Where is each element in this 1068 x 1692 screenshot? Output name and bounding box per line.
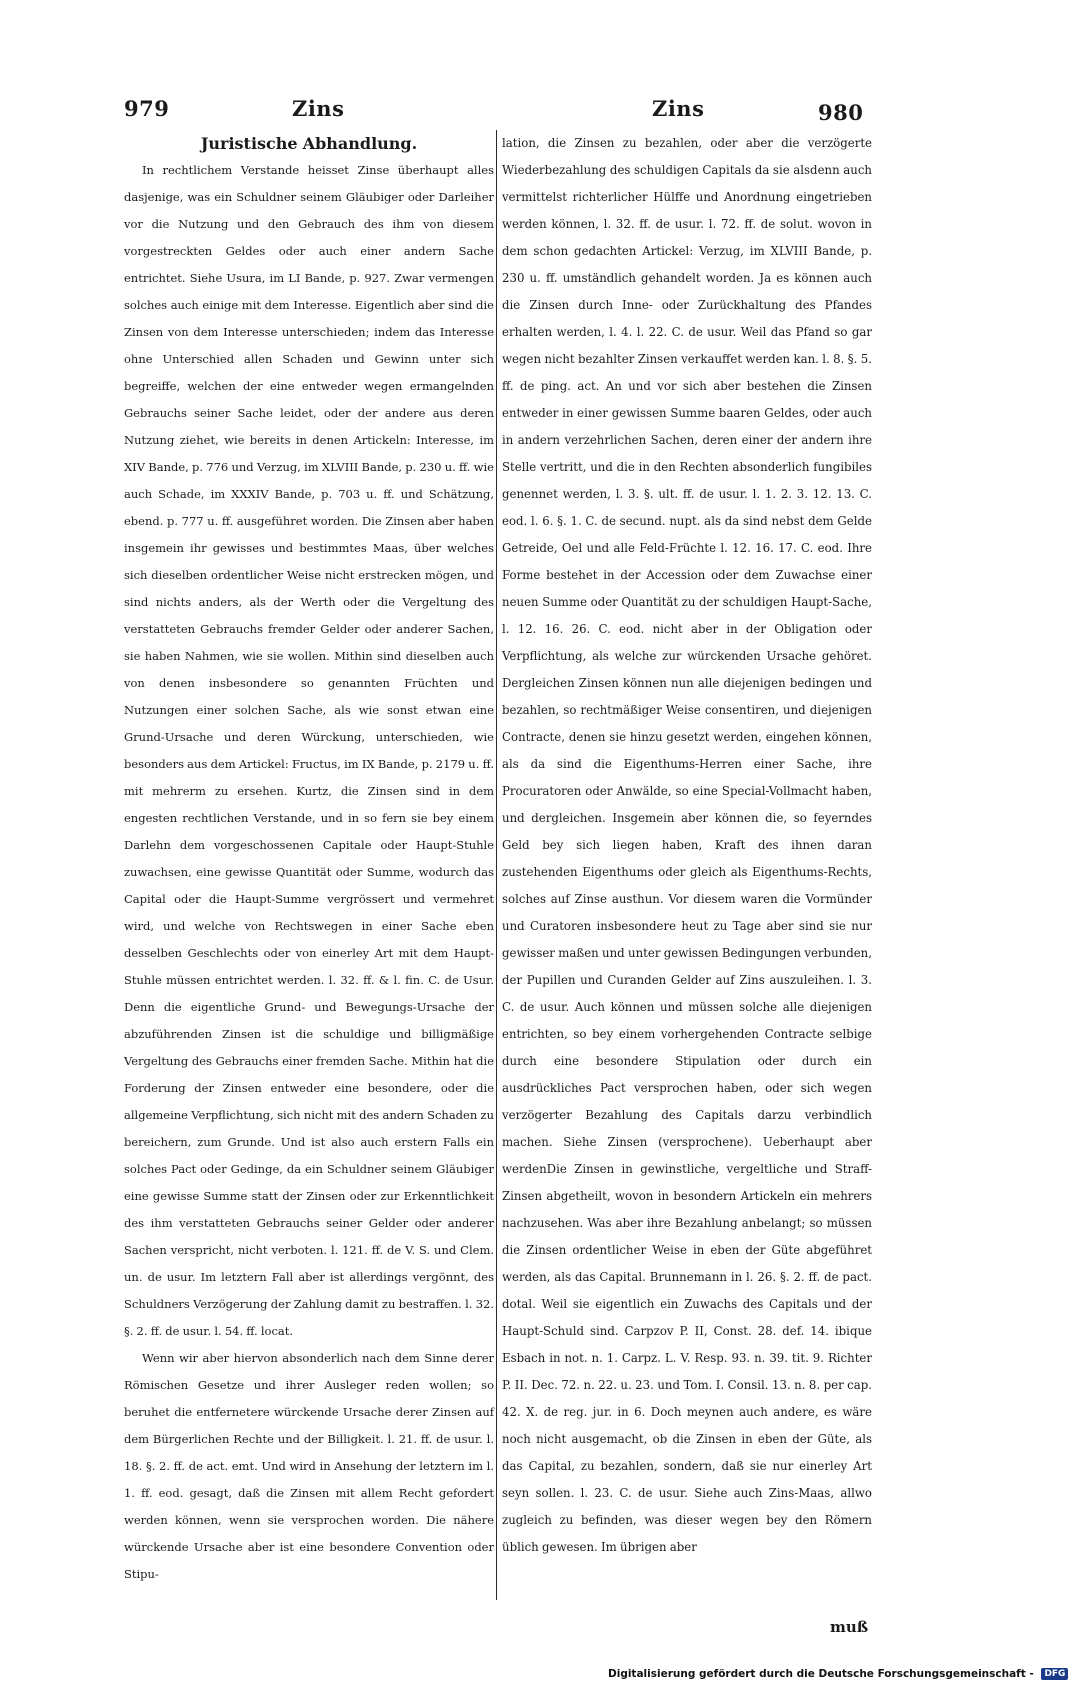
right-text-column: [502, 130, 872, 1561]
column-divider: [496, 130, 497, 1600]
section-heading: Juristische Abhandlung.: [200, 134, 418, 153]
left-running-head: Zins: [292, 96, 345, 121]
right-paragraph-1: lation, die Zinsen zu bezahlen, oder aber die verzögerte Wiederbezahlung des schuldigen Capitals da sie alsdenn auch vermittelst richterlicher Hülffe und Anordnung eingetrieben werden können, l. 32. ff. de usur. l. 72. ff. de solut. wovon in dem schon gedachten Artickel: Verzug, im XLVIII Bande, p. 230 u. ff. umständlich gehandelt worden. Ja es können auch die Zinsen durch Inne- oder Zurückhaltung des Pfandes erhalten werden, l. 4. l. 22. C. de usur. Weil das Pfand so gar wegen nicht bezahlter Zinsen verkauffet werden kan. l. 8. §. 5. ff. de ping. act. An und vor sich aber bestehen die Zinsen entweder in einer gewissen Summe baaren Geldes, oder auch in andern verzehrlichen Sachen, deren einer der andern ihre Stelle vertritt, und die in den Rechten absonderlich fungibiles genennet werden, l. 3. §. ult. ff. de usur. l. 1. 2. 3. 12. 13. C. eod. l. 6. §. 1. C. de secund. nupt. als da sind nebst dem Gelde Getreide, Oel und alle Feld-Früchte l. 12. 16. 17. C. eod. Ihre Forme bestehet in der Accession oder dem Zuwachse einer neuen Summe oder Quantität zu der schuldigen Haupt-Sache, l. 12. 16. 26. C. eod. nicht aber in der Obligation oder Verpflichtung, als welche zur würckenden Ursache gehöret. Dergleichen Zinsen können nun alle diejenigen bedingen und bezahlen, so rechtmäßiger Weise consentiren, und diejenigen Contracte, denen sie hinzu gesetzt werden, eingehen können, als da sind die Eigenthums-Herren einer Sache, ihre Procuratoren oder Anwälde, so eine Special-Vollmacht haben, und dergleichen. Insgemein aber können die, so feyerndes Geld bey sich liegen haben, Kraft des ihnen daran zustehenden Eigenthums oder gleich als Eigenthums-Rechts, solches auf Zinse austhun. Vor diesem waren die Vormünder und Curatoren insbesondere heut zu Tage aber sind sie nur gewisser maßen und unter gewissen Bedingungen verbunden, der Pupillen und Curanden Gelder auf Zins auszuleihen. l. 3. C. de usur. Auch können und müssen solche alle diejenigen entrichten, so bey einem vorhergehenden Contracte selbige durch eine besondere Stipulation oder durch ein ausdrückliches Pact versprochen haben, oder sich wegen verzögerter Bezahlung des Capitals darzu verbindlich machen. Siehe Zinsen (versprochene). Ueberhaupt aber werdenDie Zinsen in gewinstliche, vergeltliche und Straff-Zinsen abgetheilt, wovon in besondern Artickeln ein mehrers nachzusehen. Was aber ihre Bezahlung anbelangt; so müssen die Zinsen ordentlicher Weise in eben der Güte abgeführet werden, als das Capital. Brunnemann in l. 26. §. 2. ff. de pact. dotal. Weil sie eigentlich ein Zuwachs des Capitals und der Haupt-Schuld sind. Carpzov P. II, Const. 28. def. 14. ibique Esbach in not. n. 1. Carpz. L. V. Resp. 93. n. 39. tit. 9. Richter P. II. Dec. 72. n. 22. u. 23. und Tom. I. Consil. 13. n. 8. per cap. 42. X. de reg. jur. in 6. Doch meynen auch andere, es wäre noch nicht ausgemacht, ob die Zinsen in eben der Güte, als das Capital, zu bezahlen, sondern, daß sie nur einerley Art seyn sollen. l. 23. C. de usur. Siehe auch Zins-Maas, allwo zugleich zu befinden, was dieser wegen bey den Römern üblich gewesen. Im übrigen aber: [502, 136, 872, 1554]
dfg-logo-icon: DFG: [1041, 1668, 1068, 1680]
credit-text: Digitalisierung gefördert durch die Deutsche Forschungsgemeinschaft -: [608, 1668, 1034, 1680]
left-page-number: 979: [124, 96, 170, 121]
right-running-head: Zins: [652, 96, 705, 121]
right-page-number: 980: [818, 100, 864, 125]
digitization-credit: [608, 1668, 1068, 1680]
catchword: muß: [830, 1618, 869, 1636]
left-paragraph-1: In rechtlichem Verstande heisset Zinse überhaupt alles dasjenige, was ein Schuldner seinem Gläubiger oder Darleiher vor die Nutzung und den Gebrauch des ihm von diesem vorgestreckten Geldes oder auch einer andern Sache entrichtet. Siehe Usura, im LI Bande, p. 927. Zwar vermengen solches auch einige mit dem Interesse. Eigentlich aber sind die Zinsen von dem Interesse unterschieden; indem das Interesse ohne Unterschied allen Schaden und Gewinn unter sich begreiffe, welchen der eine entweder wegen ermangelnden Gebrauchs seiner Sache leidet, oder der andere aus deren Nutzung ziehet, wie bereits in denen Artickeln: Interesse, im XIV Bande, p. 776 und Verzug, im XLVIII Bande, p. 230 u. ff. wie auch Schade, im XXXIV Bande, p. 703 u. ff. und Schätzung, ebend. p. 777 u. ff. ausgeführet worden. Die Zinsen aber haben insgemein ihr gewisses und bestimmtes Maas, über welches sich dieselben ordentlicher Weise nicht erstrecken mögen, und sind nichts anders, als der Werth oder die Vergeltung des verstatteten Gebrauchs fremder Gelder oder anderer Sachen, sie haben Nahmen, wie sie wollen. Mithin sind dieselben auch von denen insbesondere so genannten Früchten und Nutzungen einer solchen Sache, als wie sonst etwan eine Grund-Ursache und deren Würckung, unterschieden, wie besonders aus dem Artickel: Fructus, im IX Bande, p. 2179 u. ff. mit mehrerm zu ersehen. Kurtz, die Zinsen sind in dem engesten rechtlichen Verstande, und in so fern sie bey einem Darlehn dem vorgeschossenen Capitale oder Haupt-Stuhle zuwachsen, eine gewisse Quantität oder Summe, wodurch das Capital oder die Haupt-Summe vergrössert und vermehret wird, und welche von Rechtswegen in einer Sache eben desselben Geschlechts oder von einerley Art mit dem Haupt-Stuhle müssen entrichtet werden. l. 32. ff. & l. fin. C. de Usur. Denn die eigentliche Grund- und Bewegungs-Ursache der abzuführenden Zinsen ist die schuldige und billigmäßige Vergeltung des Gebrauchs einer fremden Sache. Mithin hat die Forderung der Zinsen entweder eine besondere, oder die allgemeine Verpflichtung, sich nicht mit des andern Schaden zu bereichern, zum Grunde. Und ist also auch erstern Falls ein solches Pact oder Gedinge, da ein Schuldner seinem Gläubiger eine gewisse Summe statt der Zinsen oder zur Erkenntlichkeit des ihm verstatteten Gebrauchs seiner Gelder oder anderer Sachen verspricht, nicht verboten. l. 121. ff. de V. S. und Clem. un. de usur. Im letztern Fall aber ist allerdings vergönnt, des Schuldners Verzögerung der Zahlung damit zu bestraffen. l. 32. §. 2. ff. de usur. l. 54. ff. locat.: [124, 163, 494, 1338]
left-paragraph-2: Wenn wir aber hiervon absonderlich nach dem Sinne derer Römischen Gesetze und ihrer Ausleger reden wollen; so beruhet die entfernetere würckende Ursache derer Zinsen auf dem Bürgerlichen Rechte und der Billigkeit. l. 21. ff. de usur. l. 18. §. 2. ff. de act. emt. Und wird in Ansehung der letztern im l. 1. ff. eod. gesagt, daß die Zinsen mit allem Recht gefordert werden können, wenn sie versprochen worden. Die nähere würckende Ursache aber ist eine besondere Convention oder Stipu-: [124, 1351, 494, 1581]
left-text-column: [124, 130, 494, 1588]
